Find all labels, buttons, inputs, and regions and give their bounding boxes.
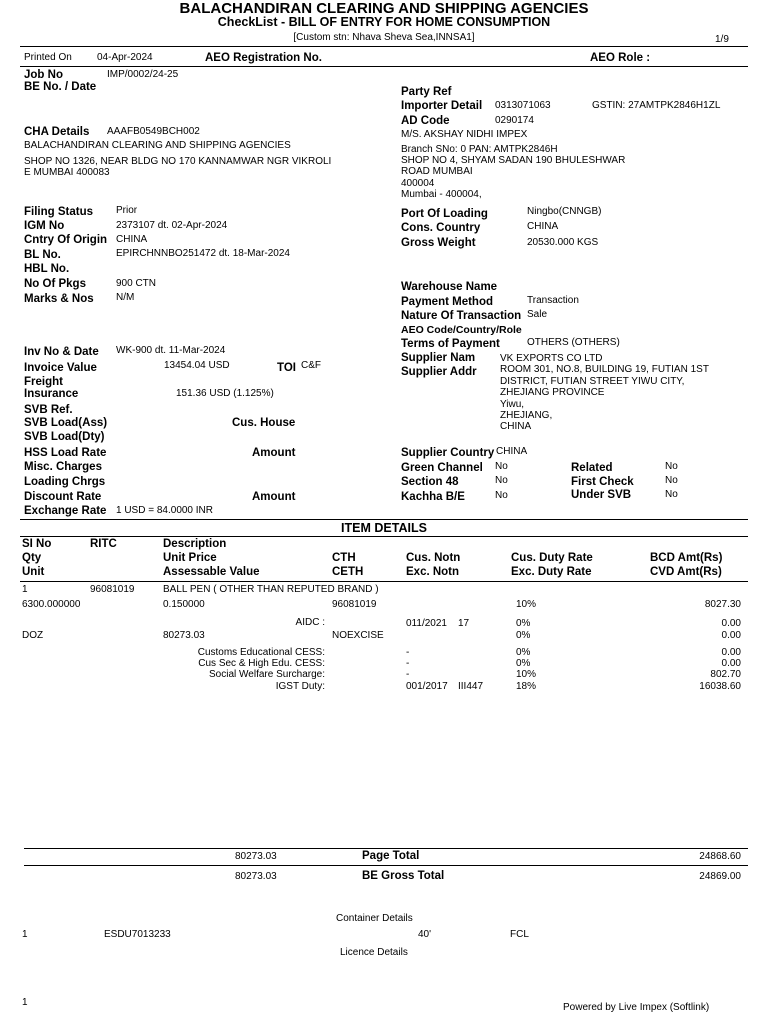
job-no-label: Job No	[24, 69, 63, 81]
port-of-loading-label: Port Of Loading	[401, 208, 488, 220]
item-qty: 6300.000000	[22, 599, 81, 610]
inv-no-date: WK-900 dt. 11-Mar-2024	[116, 345, 226, 356]
container-size: 40'	[418, 929, 432, 940]
aidc-sl: 17	[458, 618, 470, 629]
page-number: 1/9	[715, 34, 729, 45]
item-cth: 96081019	[332, 599, 377, 610]
cus-house-label: Cus. House	[232, 417, 296, 429]
supplier-country: CHINA	[496, 446, 528, 457]
hss-load-rate-label: HSS Load Rate	[24, 447, 107, 459]
cons-country: CHINA	[527, 221, 559, 232]
col-cus-duty-rate: Cus. Duty Rate	[511, 552, 593, 564]
nature-of-transaction: Sale	[527, 309, 548, 320]
ad-code-label: AD Code	[401, 115, 450, 127]
importer-name: M/S. AKSHAY NIDHI IMPEX	[401, 129, 528, 140]
supplier-address-3: ZHEJIANG PROVINCE	[500, 387, 605, 398]
bl-no-label: BL No.	[24, 249, 61, 261]
cha-name: BALACHANDIRAN CLEARING AND SHIPPING AGENCIES	[24, 140, 291, 151]
item-ceth: NOEXCISE	[332, 630, 384, 641]
page-total-ass: 80273.03	[235, 851, 277, 862]
document-title: CheckList - BILL OF ENTRY FOR HOME CONSUMPTION	[217, 15, 551, 29]
page-total-label: Page Total	[362, 850, 420, 862]
amount-label: Amount	[252, 447, 296, 459]
col-unit-price: Unit Price	[163, 552, 217, 564]
first-check-label: First Check	[571, 476, 634, 488]
gross-total-label: BE Gross Total	[362, 870, 445, 882]
aidc-amt: 0.00	[721, 618, 741, 629]
header-divider	[20, 46, 748, 47]
supplier-address-5: ZHEJIANG,	[500, 410, 553, 421]
powered-by: Powered by Live Impex (Softlink)	[563, 1002, 710, 1013]
country-of-origin-label: Cntry Of Origin	[24, 234, 108, 246]
first-check: No	[665, 475, 678, 486]
supplier-address-4: Yiwu,	[500, 399, 525, 410]
item-header-bottom	[20, 581, 748, 582]
aidc-notn: 011/2021	[406, 618, 447, 629]
terms-of-payment-label: Terms of Payment	[401, 338, 500, 350]
container-type: FCL	[510, 929, 529, 940]
page-total-amt: 24868.60	[699, 851, 741, 862]
printed-on-label: Printed On	[24, 52, 72, 63]
gstin: GSTIN: 27AMTPK2846H1ZL	[592, 100, 721, 111]
col-unit: Unit	[22, 566, 45, 578]
printed-on-date: 04-Apr-2024	[97, 52, 153, 63]
totals-divider-2	[24, 865, 748, 866]
col-ritc: RITC	[90, 538, 117, 550]
cess1-amt: 0.00	[721, 647, 741, 658]
item-cvd-amt: 0.00	[721, 630, 741, 641]
aidc-rate: 0%	[516, 618, 531, 629]
gross-weight: 20530.000 KGS	[527, 237, 599, 248]
cons-country-label: Cons. Country	[401, 222, 481, 234]
country-of-origin: CHINA	[116, 234, 148, 245]
discount-rate-label: Discount Rate	[24, 491, 102, 503]
job-no: IMP/0002/24-25	[107, 69, 179, 80]
be-no-label: BE No. / Date	[24, 81, 97, 93]
header-divider-2	[20, 66, 748, 67]
col-description: Description	[163, 538, 227, 550]
gross-total-amt: 24869.00	[699, 871, 741, 882]
cess2-notn: -	[406, 658, 410, 669]
supplier-address-label: Supplier Addr	[401, 366, 477, 378]
insurance-label: Insurance	[24, 388, 79, 400]
related-label: Related	[571, 462, 613, 474]
payment-method-label: Payment Method	[401, 296, 494, 308]
freight-label: Freight	[24, 376, 63, 388]
company-name: BALACHANDIRAN CLEARING AND SHIPPING AGENCIES	[179, 0, 589, 17]
cess1-rate: 0%	[516, 647, 531, 658]
supplier-country-label: Supplier Country	[401, 447, 495, 459]
green-channel-label: Green Channel	[401, 462, 483, 474]
sws-rate: 10%	[516, 669, 537, 680]
marks-nos: N/M	[116, 292, 135, 303]
item-ritc: 96081019	[90, 584, 135, 595]
sws-label: Social Welfare Surcharge:	[209, 669, 325, 680]
supplier-address-2: DISTRICT, FUTIAN STREET YIWU CITY,	[500, 376, 685, 387]
supplier-name: VK EXPORTS CO LTD	[500, 353, 603, 364]
insurance-value: 151.36 USD (1.125%)	[176, 388, 274, 399]
under-svb: No	[665, 489, 678, 500]
licence-details-title: Licence Details	[340, 947, 408, 958]
aeo-role-label: AEO Role :	[590, 52, 651, 64]
cess2-rate: 0%	[516, 658, 531, 669]
invoice-value-label: Invoice Value	[24, 362, 97, 374]
item-bcd-amt: 8027.30	[704, 599, 741, 610]
item-exc-duty-rate: 0%	[516, 630, 531, 641]
exchange-rate: 1 USD = 84.0000 INR	[116, 505, 213, 516]
container-details-title: Container Details	[336, 913, 413, 924]
supplier-name-label: Supplier Nam	[401, 352, 476, 364]
filing-status-label: Filing Status	[24, 206, 93, 218]
sws-amt: 802.70	[710, 669, 741, 680]
svb-load-dty-label: SVB Load(Dty)	[24, 431, 105, 443]
item-assessable-value: 80273.03	[163, 630, 205, 641]
nature-of-transaction-label: Nature Of Transaction	[401, 310, 522, 322]
supplier-address-1: ROOM 301, NO.8, BUILDING 19, FUTIAN 1ST	[500, 364, 709, 375]
custom-station: [Custom stn: Nhava Sheva Sea,INNSA1]	[293, 32, 475, 43]
col-cth: CTH	[332, 552, 356, 564]
related: No	[665, 461, 678, 472]
col-ceth: CETH	[332, 566, 364, 578]
kachha-be-label: Kachha B/E	[401, 491, 465, 503]
col-qty: Qty	[22, 552, 42, 564]
col-bcd-amt: BCD Amt(Rs)	[650, 552, 723, 564]
section-48: No	[495, 475, 508, 486]
supplier-address-6: CHINA	[500, 421, 532, 432]
section-divider	[20, 519, 748, 520]
container-sl: 1	[22, 929, 28, 940]
hbl-no-label: HBL No.	[24, 263, 70, 275]
cha-code: AAAFB0549BCH002	[107, 126, 200, 137]
no-of-pkgs: 900 CTN	[116, 278, 157, 289]
green-channel: No	[495, 461, 508, 472]
igm-no-label: IGM No	[24, 220, 65, 232]
item-unit: DOZ	[22, 630, 44, 641]
toi-label: TOI	[277, 362, 296, 374]
importer-address-2: ROAD MUMBAI	[401, 166, 473, 177]
inv-no-date-label: Inv No & Date	[24, 346, 99, 358]
party-ref-label: Party Ref	[401, 86, 452, 98]
aeo-code-label: AEO Code/Country/Role	[401, 324, 522, 336]
item-description: BALL PEN ( OTHER THAN REPUTED BRAND )	[163, 584, 379, 595]
invoice-value: 13454.04 USD	[164, 360, 230, 371]
col-cus-notn: Cus. Notn	[406, 552, 461, 564]
item-header-divider	[20, 536, 748, 537]
item-cus-duty-rate: 10%	[516, 599, 537, 610]
terms-of-payment: OTHERS (OTHERS)	[527, 337, 620, 348]
col-exc-duty-rate: Exc. Duty Rate	[511, 566, 592, 578]
marks-nos-label: Marks & Nos	[24, 293, 94, 305]
section-48-label: Section 48	[401, 476, 459, 488]
igst-label: IGST Duty:	[275, 681, 325, 692]
payment-method: Transaction	[527, 295, 579, 306]
cha-details-label: CHA Details	[24, 126, 90, 138]
totals-divider	[24, 848, 748, 849]
cha-address-2: E MUMBAI 400083	[24, 167, 110, 178]
item-unit-price: 0.150000	[163, 599, 205, 610]
item-details-title: ITEM DETAILS	[341, 521, 427, 535]
col-assessable-value: Assessable Value	[163, 566, 260, 578]
importer-branch: Branch SNo: 0 PAN: AMTPK2846H	[401, 144, 558, 155]
footer-page: 1	[22, 997, 28, 1008]
under-svb-label: Under SVB	[571, 489, 632, 501]
filing-status: Prior	[116, 205, 138, 216]
cess2-amt: 0.00	[721, 658, 741, 669]
sws-notn: -	[406, 669, 410, 680]
igm-no: 2373107 dt. 02-Apr-2024	[116, 220, 228, 231]
importer-address-3: 400004	[401, 178, 435, 189]
importer-code: 0313071063	[495, 100, 551, 111]
aeo-registration-label: AEO Registration No.	[205, 52, 322, 64]
loading-charges-label: Loading Chrgs	[24, 476, 106, 488]
cess1-label: Customs Educational CESS:	[197, 647, 325, 658]
col-exc-notn: Exc. Notn	[406, 566, 460, 578]
cess1-notn: -	[406, 647, 410, 658]
amount-label-2: Amount	[252, 491, 296, 503]
aidc-label: AIDC :	[295, 617, 325, 628]
kachha-be: No	[495, 490, 508, 501]
svb-load-ass-label: SVB Load(Ass)	[24, 417, 108, 429]
warehouse-name-label: Warehouse Name	[401, 281, 498, 293]
importer-address-4: Mumbai - 400004,	[401, 189, 482, 200]
importer-address-1: SHOP NO 4, SHYAM SADAN 190 BHULESHWAR	[401, 155, 626, 166]
igst-amt: 16038.60	[699, 681, 741, 692]
cha-address-1: SHOP NO 1326, NEAR BLDG NO 170 KANNAMWAR NGR VIKROLI	[24, 156, 332, 167]
svb-ref-label: SVB Ref.	[24, 404, 73, 416]
bl-no: EPIRCHNNBO251472 dt. 18-Mar-2024	[116, 248, 290, 259]
misc-charges-label: Misc. Charges	[24, 461, 102, 473]
cess2-label: Cus Sec & High Edu. CESS:	[198, 658, 325, 669]
igst-sl: III447	[458, 681, 484, 692]
item-sl-no: 1	[22, 584, 28, 595]
gross-weight-label: Gross Weight	[401, 237, 476, 249]
gross-total-ass: 80273.03	[235, 871, 277, 882]
container-number: ESDU7013233	[104, 929, 171, 940]
igst-notn: 001/2017	[406, 681, 448, 692]
col-cvd-amt: CVD Amt(Rs)	[650, 566, 722, 578]
port-of-loading: Ningbo(CNNGB)	[527, 206, 602, 217]
col-sl-no: SI No	[22, 538, 52, 550]
exchange-rate-label: Exchange Rate	[24, 505, 107, 517]
ad-code: 0290174	[495, 115, 534, 126]
no-of-pkgs-label: No Of Pkgs	[24, 278, 86, 290]
importer-detail-label: Importer Detail	[401, 100, 483, 112]
igst-rate: 18%	[516, 681, 537, 692]
toi-value: C&F	[301, 360, 321, 371]
